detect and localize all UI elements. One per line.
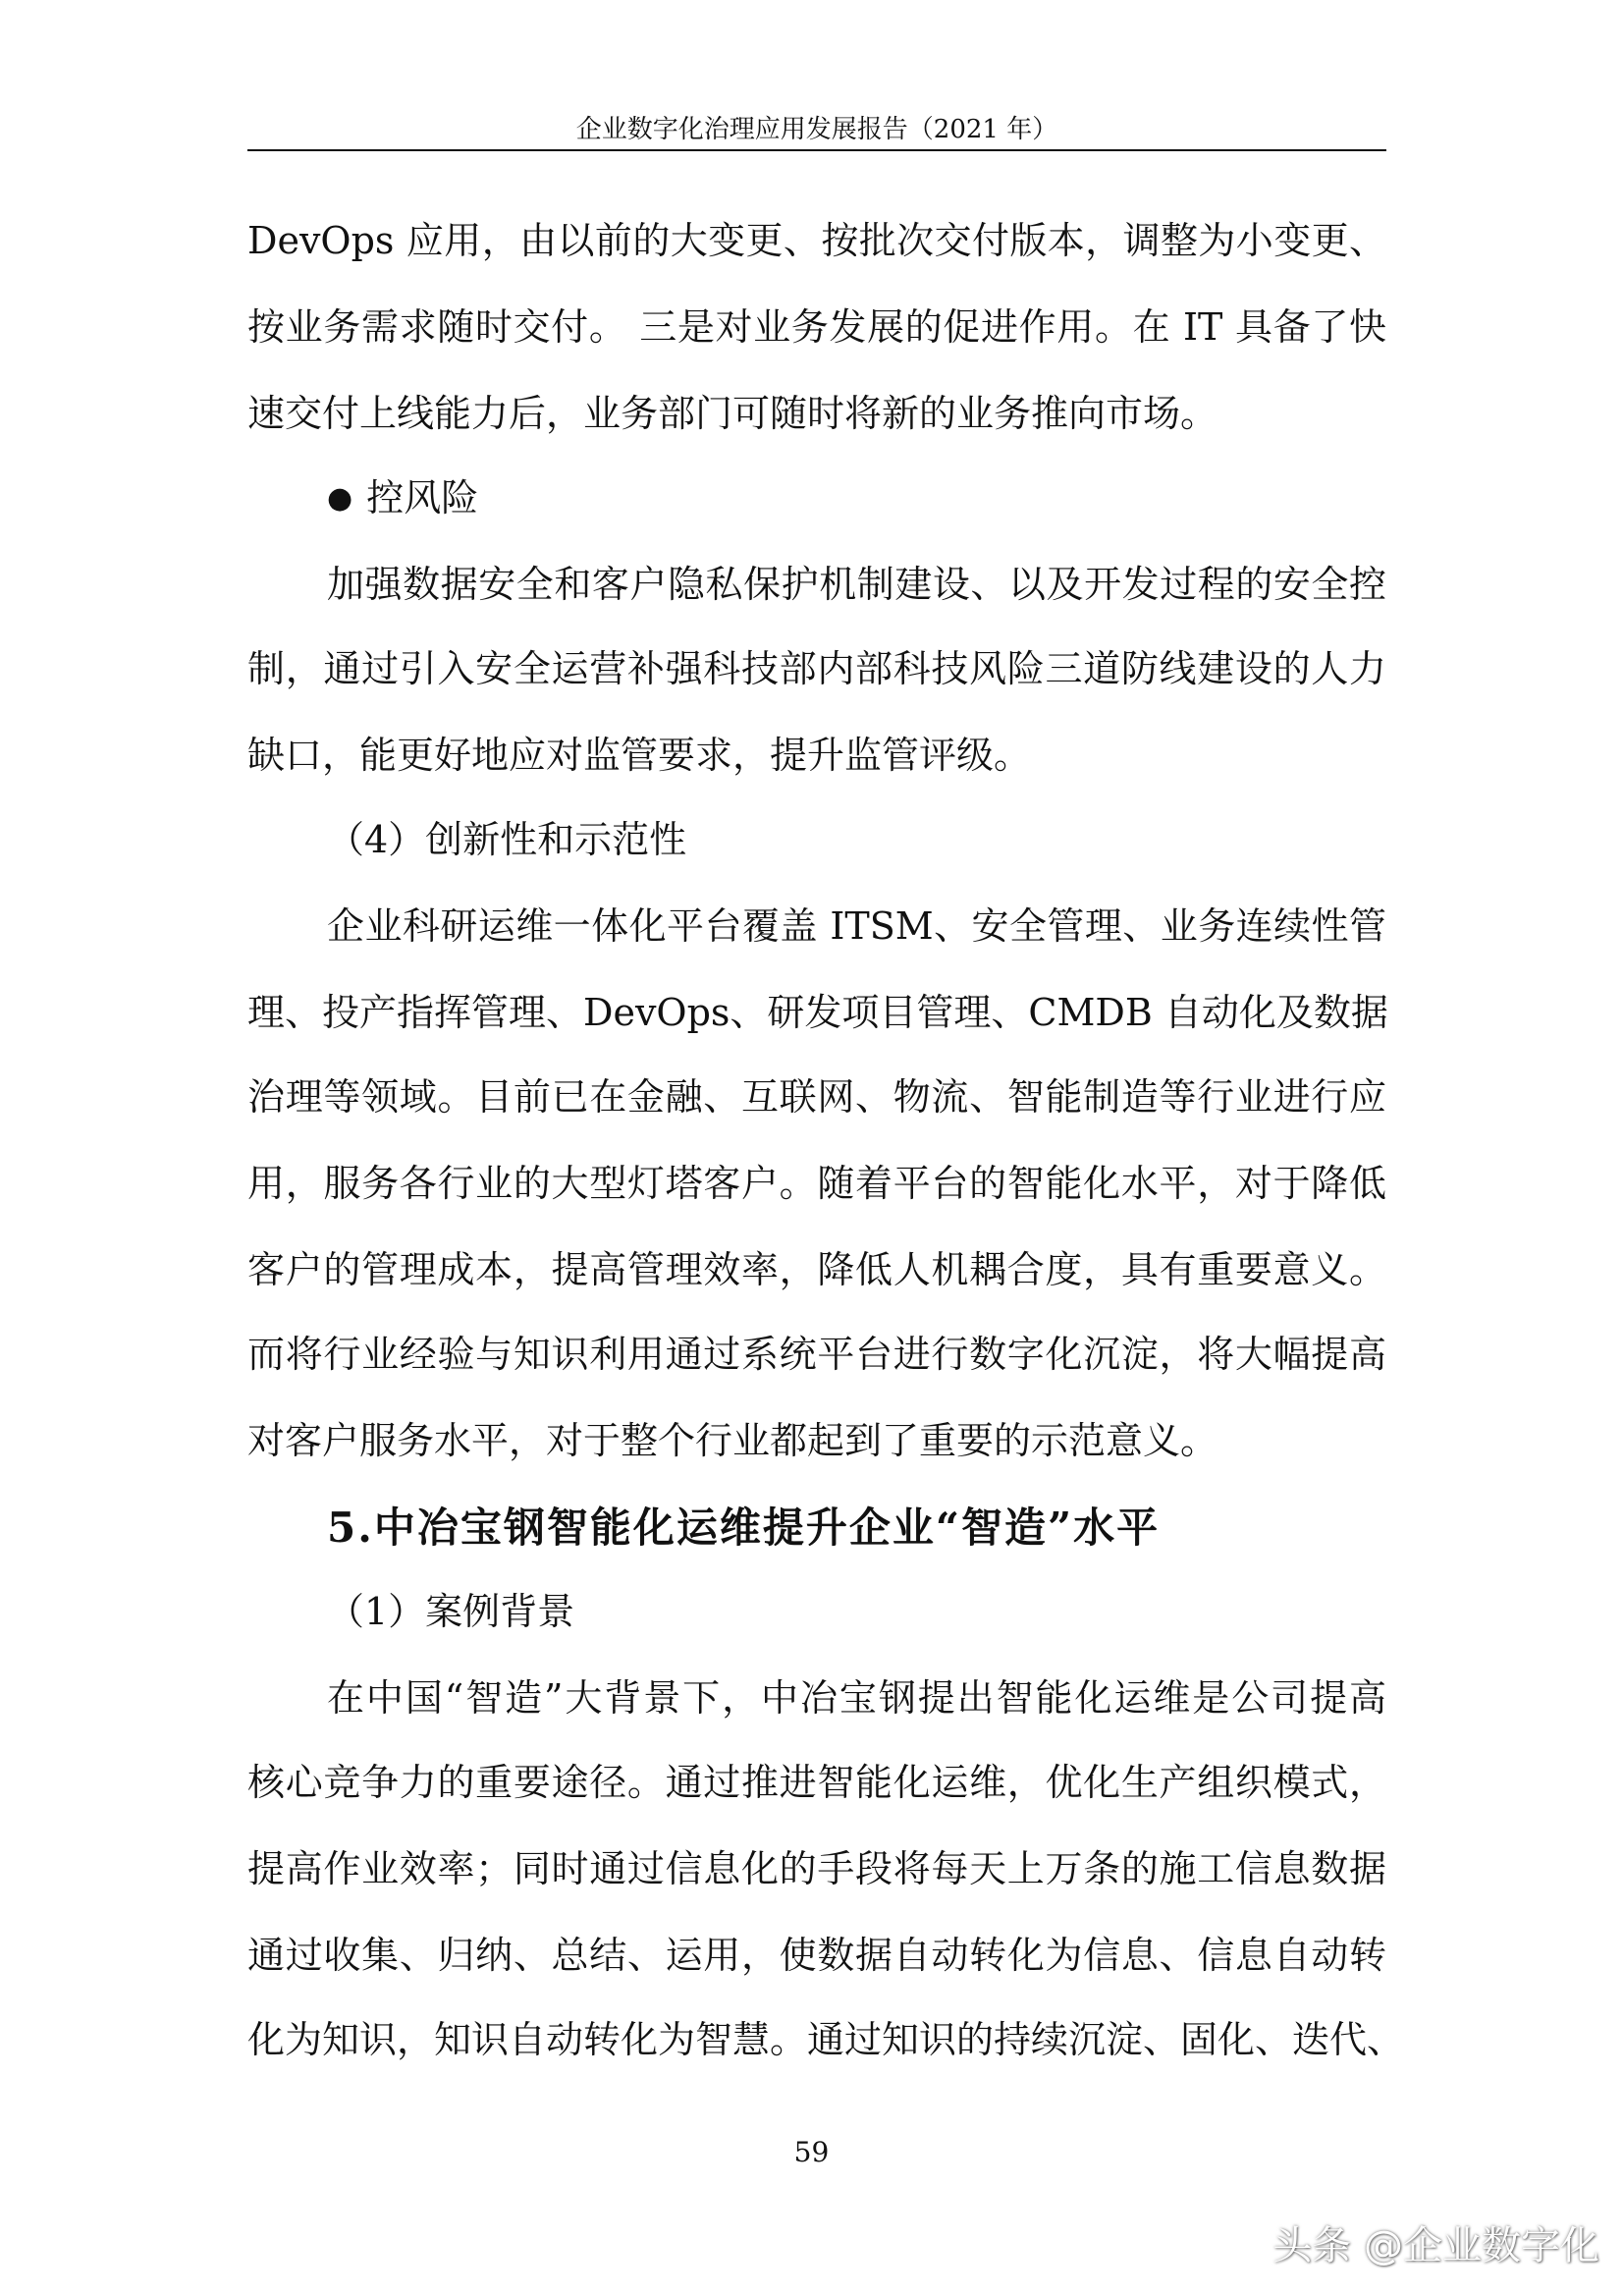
- text-line: 制，通过引入安全运营补强科技部内部科技风险三道防线建设的人力: [247, 647, 1386, 690]
- text-line: 在中国“智造”大背景下，中冶宝钢提出智能化运维是公司提高: [327, 1676, 1386, 1720]
- text-line: 按业务需求随时交付。 三是对业务发展的促进作用。在 IT 具备了快: [247, 305, 1386, 349]
- text-line: 对客户服务水平，对于整个行业都起到了重要的示范意义。: [247, 1419, 1218, 1462]
- text-line: 治理等领域。目前已在金融、互联网、物流、智能制造等行业进行应: [247, 1075, 1386, 1119]
- section-heading: 5.中冶宝钢智能化运维提升企业“智造”水平: [327, 1503, 1161, 1552]
- text-line: 化为知识，知识自动转化为智慧。通过知识的持续沉淀、固化、迭代、: [247, 2018, 1405, 2061]
- text-line: 理、投产指挥管理、DevOps、研发项目管理、CMDB 自动化及数据: [247, 991, 1388, 1034]
- subheading: （1）案例背景: [327, 1590, 575, 1633]
- text-line: 缺口，能更好地应对监管要求，提升监管评级。: [247, 734, 1032, 777]
- text-line: 用，服务各行业的大型灯塔客户。随着平台的智能化水平，对于降低: [247, 1162, 1386, 1205]
- text-line: 速交付上线能力后，业务部门可随时将新的业务推向市场。: [247, 392, 1218, 435]
- page-header: 企业数字化治理应用发展报告（2021 年）: [575, 115, 1058, 144]
- text-line: 企业科研运维一体化平台覆盖 ITSM、安全管理、业务连续性管: [327, 904, 1386, 948]
- text-line: 加强数据安全和客户隐私保护机制建设、以及开发过程的安全控: [327, 563, 1386, 606]
- text-line: DevOps 应用，由以前的大变更、按批次交付版本，调整为小变更、: [247, 219, 1386, 262]
- bullet-item: [327, 473, 1386, 523]
- text-line: 核心竞争力的重要途径。通过推进智能化运维，优化生产组织模式，: [247, 1761, 1386, 1804]
- subheading: （4）创新性和示范性: [327, 818, 687, 861]
- text-line: 通过收集、归纳、总结、运用，使数据自动转化为信息、信息自动转: [247, 1934, 1386, 1977]
- text-line: 而将行业经验与知识利用通过系统平台进行数字化沉淀，将大幅提高: [247, 1333, 1386, 1376]
- text-line: 提高作业效率；同时通过信息化的手段将每天上万条的施工信息数据: [247, 1847, 1386, 1890]
- page-number: 59: [793, 2136, 830, 2168]
- bullet-label: 控风险: [366, 476, 479, 519]
- header-rule: [247, 149, 1386, 151]
- bullet-icon: ●: [327, 481, 353, 516]
- watermark: 头条 @企业数字化: [1272, 2223, 1599, 2269]
- text-line: 客户的管理成本，提高管理效率，降低人机耦合度，具有重要意义。: [247, 1248, 1386, 1291]
